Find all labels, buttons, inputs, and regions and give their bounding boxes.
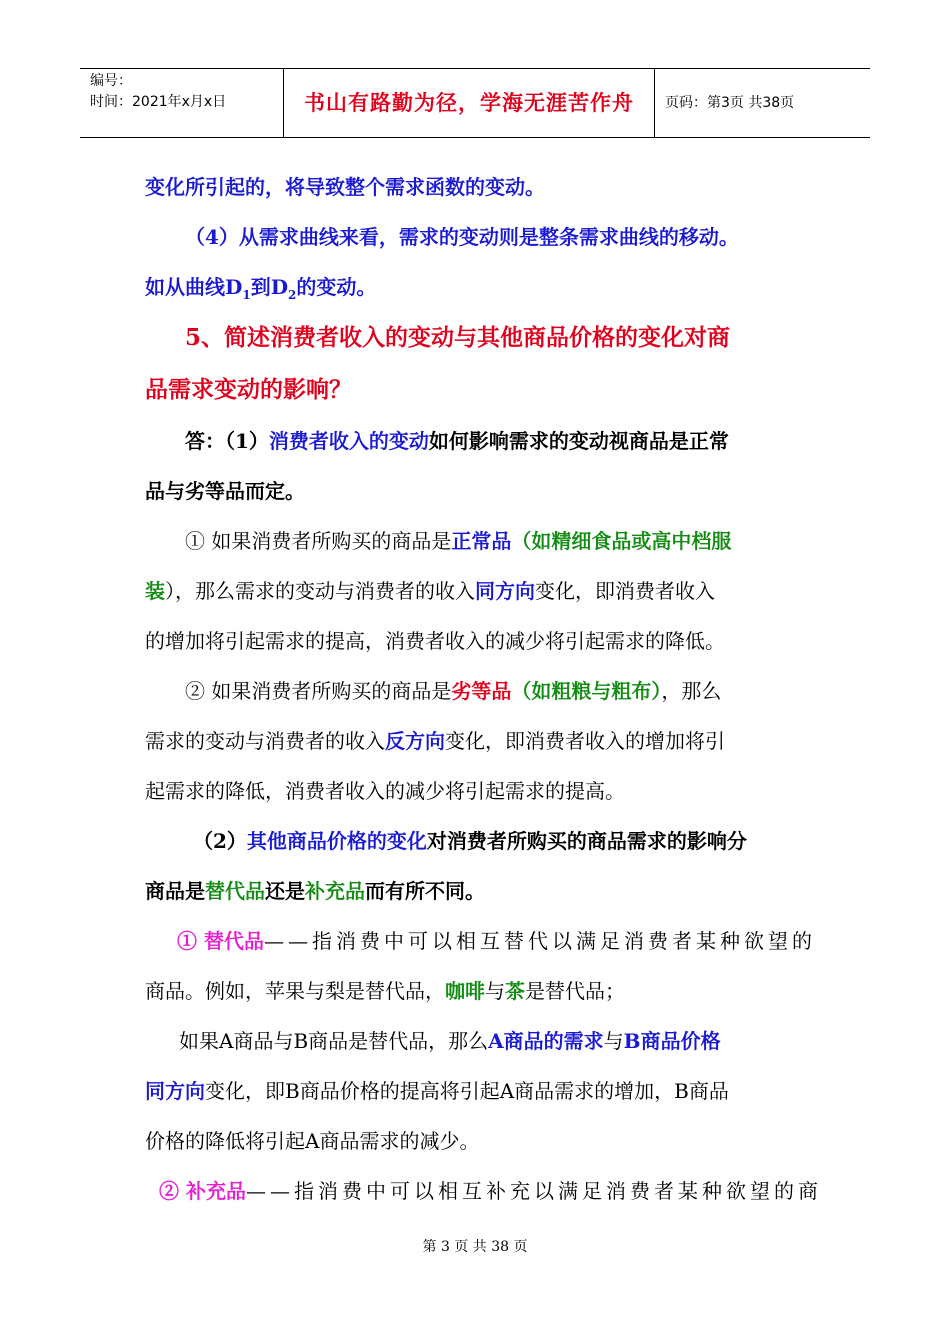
subscript: 1: [242, 288, 251, 302]
paragraph-line: [145, 866, 810, 916]
highlight-text: 同方向: [475, 579, 535, 603]
text-run: ——指消费中可以相互补充以满足消费者某种欲望的商: [245, 1179, 822, 1203]
highlight-text: 替代品: [205, 879, 265, 903]
text-run: 答：（1）: [185, 429, 269, 453]
text-run: 商品。例如，苹果与梨是替代品，: [145, 979, 445, 1003]
document-number-label: 编号：: [90, 73, 132, 89]
question-title: 5、简述消费者收入的变动与其他商品价格的变化对商: [185, 324, 731, 351]
subscript: 2: [288, 288, 297, 302]
text-run: 与: [485, 979, 505, 1003]
text-run: 而有所不同。: [365, 879, 485, 903]
question-title-cont: 品需求变动的影响？: [145, 376, 352, 403]
paragraph-line: [145, 416, 810, 466]
paragraph-line: 价格的降低将引起A商品需求的减少。: [145, 1129, 480, 1153]
paragraph-line: [145, 1016, 810, 1066]
highlight-text: ② 补充品: [159, 1179, 246, 1203]
text-run: 变化，即消费者收入的增加将引: [445, 729, 725, 753]
highlight-text: B商品价格: [623, 1029, 721, 1053]
document-body: [145, 162, 822, 1216]
highlight-text: 反方向: [385, 729, 445, 753]
header-page-info: 页码：第3页 共38页: [665, 95, 795, 111]
paragraph-line: [145, 816, 810, 866]
text-run: 与: [603, 1029, 624, 1053]
highlight-text: 装: [145, 579, 165, 603]
highlight-text: 补充品: [305, 879, 365, 903]
text-run: ），那么需求的变动与消费者的收入: [165, 579, 475, 603]
paragraph-line: 品与劣等品而定。: [145, 479, 305, 503]
document-time-label: 时间：2021年x月x日: [90, 94, 227, 110]
text-run: 变化，即消费者收入: [535, 579, 715, 603]
paragraph-line: 的增加将引起需求的提高，消费者收入的减少将引起需求的降低。: [145, 629, 725, 653]
highlight-text: A商品的需求: [488, 1029, 604, 1053]
highlight-text: 正常品: [451, 529, 512, 553]
highlight-text: （如粗粮与粗布）: [511, 679, 662, 703]
highlight-text: 同方向: [145, 1079, 205, 1103]
highlight-text: 咖啡: [445, 979, 485, 1003]
text-run: 到D: [250, 275, 289, 299]
text-run: ，那么: [661, 679, 722, 703]
paragraph-line: [145, 262, 810, 312]
page-header: [80, 68, 870, 138]
paragraph-line: [145, 916, 816, 966]
paragraph-line: 起需求的降低，消费者收入的减少将引起需求的提高。: [145, 779, 625, 803]
paragraph-line: [145, 1166, 822, 1216]
highlight-text: 消费者收入的变动: [268, 429, 429, 453]
text-run: 商品是: [145, 879, 205, 903]
paragraph-line: [145, 666, 810, 716]
text-run: 还是: [265, 879, 305, 903]
text-run: 是替代品；: [525, 979, 625, 1003]
paragraph-line: [145, 716, 810, 766]
highlight-text: 其他商品价格的变化: [246, 829, 427, 853]
page-footer: 第 3 页 共 38 页: [422, 1239, 528, 1255]
text-run: 如从曲线D: [145, 275, 243, 299]
paragraph-line: [145, 966, 810, 1016]
header-meta: [80, 69, 283, 137]
highlight-text: ① 替代品: [177, 929, 264, 953]
paragraph-line: 变化所引起的，将导致整个需求函数的变动。: [145, 175, 545, 199]
text-run: ① 如果消费者所购买的商品是: [185, 529, 452, 553]
text-run: 的变动。: [296, 275, 377, 299]
highlight-text: 劣等品: [451, 679, 512, 703]
paragraph-line: [145, 566, 810, 616]
highlight-text: （如精细食品或高中档服: [511, 529, 732, 553]
text-run: 如果A商品与B商品是替代品，那么: [179, 1029, 489, 1053]
paragraph-line: （4）从需求曲线来看，需求的变动则是整条需求曲线的移动。: [185, 225, 739, 249]
text-run: 如何影响需求的变动视商品是正常: [428, 429, 729, 453]
paragraph-line: [145, 1066, 810, 1116]
header-motto: 书山有路勤为径，学海无涯苦作舟: [283, 69, 655, 137]
text-run: 需求的变动与消费者的收入: [145, 729, 385, 753]
highlight-text: 茶: [505, 979, 525, 1003]
text-run: 对消费者所购买的商品需求的影响分: [426, 829, 747, 853]
text-run: ② 如果消费者所购买的商品是: [185, 679, 452, 703]
paragraph-line: [145, 516, 810, 566]
text-run: （2）: [193, 829, 247, 853]
text-run: ——指消费中可以相互替代以满足消费者某种欲望的: [263, 929, 816, 953]
text-run: 变化，即B商品价格的提高将引起A商品需求的增加，B商品: [205, 1079, 729, 1103]
